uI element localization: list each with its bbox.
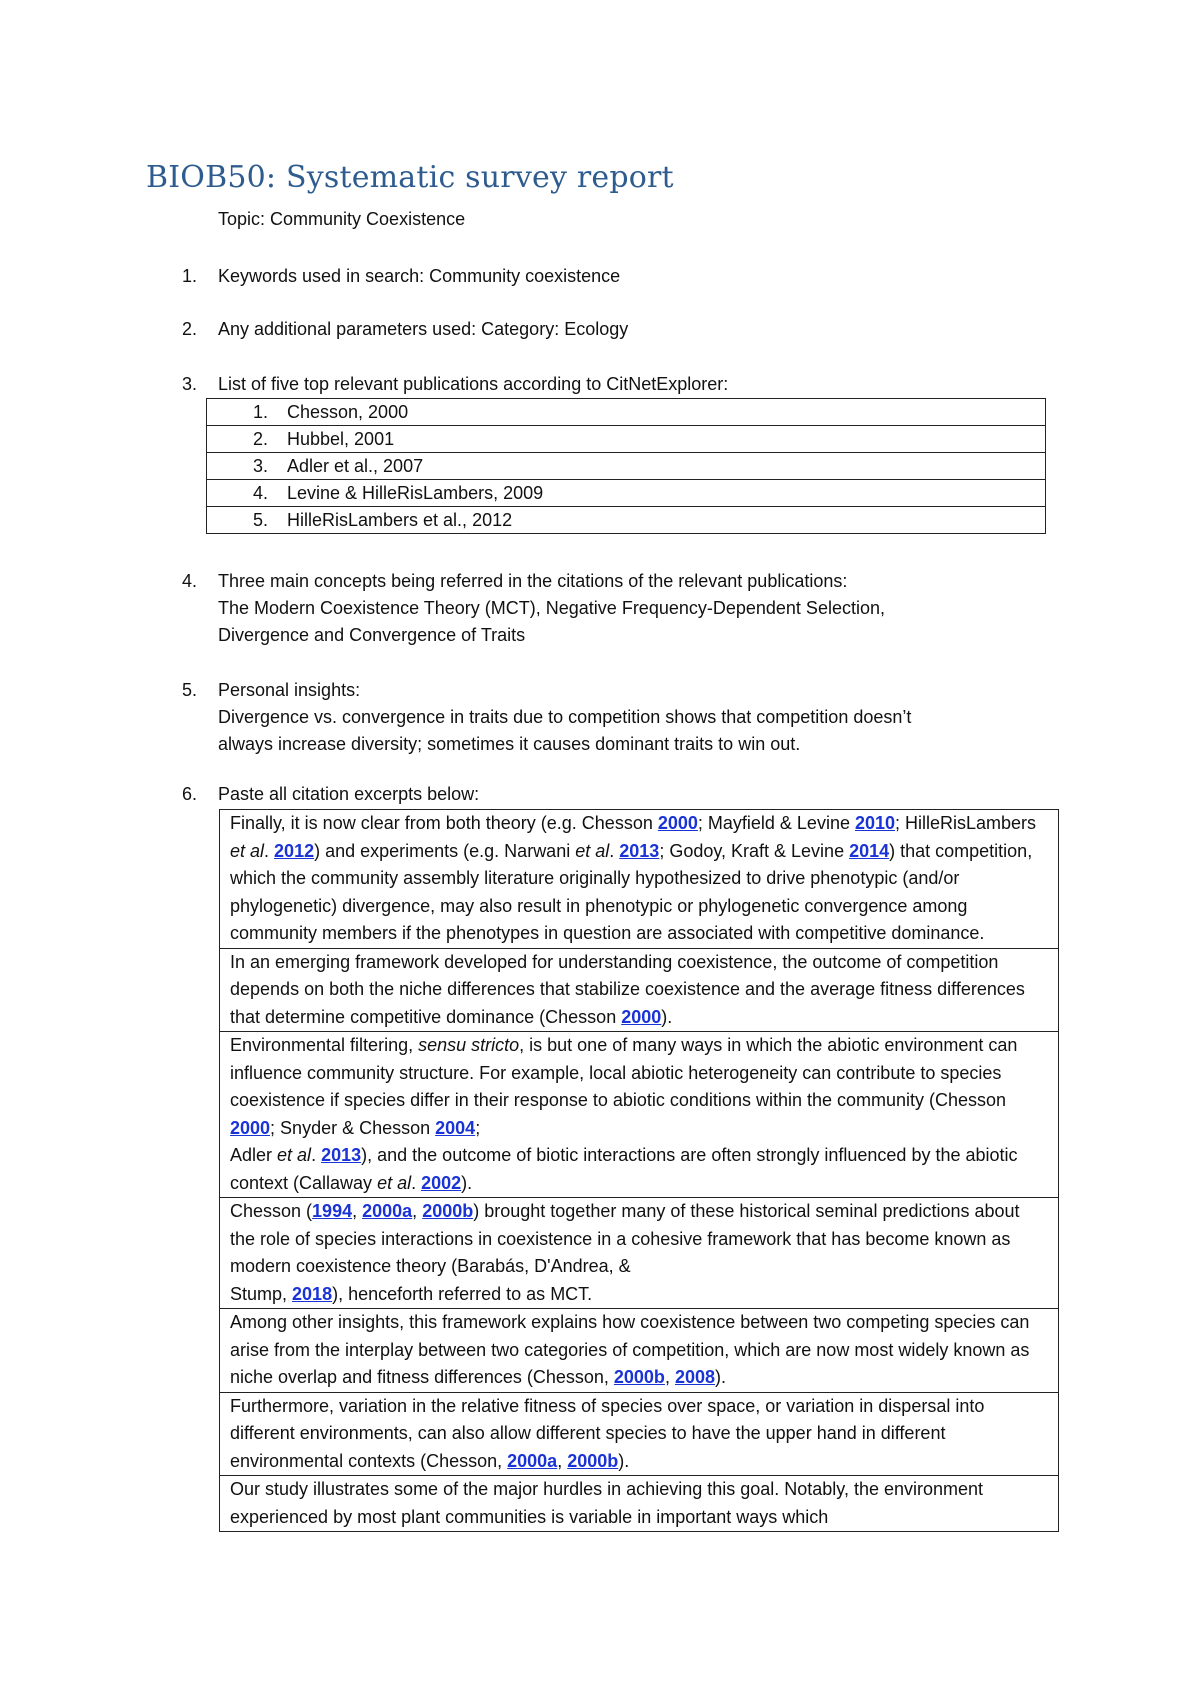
excerpt-cell: In an emerging framework developed for understanding coexistence, the outcome of competition depends on both the niche differences that stabilize coexistence and the average fitness differences that determine competitive dominance (Chesson 2000). xyxy=(220,948,1059,1032)
item-number: 4. xyxy=(182,571,198,591)
table-row xyxy=(207,453,1046,480)
excerpt-cell: Our study illustrates some of the major hurdles in achieving this goal. Notably, the environment experienced by most plant communities is variable in important ways which xyxy=(220,1476,1059,1532)
citation-link[interactable]: 2000 xyxy=(657,813,698,833)
topic-line: Topic: Community Coexistence xyxy=(218,209,466,229)
excerpt-cell: Among other insights, this framework explains how coexistence between two competing species can arise from the interplay between two categories of competition, which are now most widely known as niche overlap and fitness differences (Chesson, 2000b, 2008). xyxy=(220,1309,1059,1393)
table-row xyxy=(220,1476,1059,1532)
citation-link[interactable]: 2008 xyxy=(674,1367,715,1387)
table-row xyxy=(207,399,1046,426)
citation-link[interactable]: 2004 xyxy=(435,1117,476,1138)
table-row xyxy=(220,1309,1059,1393)
publication-number: 3. xyxy=(253,455,269,476)
item-text: Divergence vs. convergence in traits due to competition shows that competition doesn’t xyxy=(218,707,912,727)
item-text: List of five top relevant publications according to CitNetExplorer: xyxy=(218,374,729,394)
page-title: BIOB50: Systematic survey report xyxy=(146,160,674,195)
excerpt-cell: Chesson (1994, 2000a, 2000b) brought together many of these historical seminal predictions about the role of species interactions in coexistence in a cohesive framework that has become known as modern coexistence theory (Barabás, D'Andrea, & Stump, 2018), henceforth referred to as MCT. xyxy=(220,1198,1059,1309)
citation-link[interactable]: 2000b xyxy=(422,1201,474,1221)
excerpt-cell: Furthermore, variation in the relative fitness of species over space, or variation in dispersal into different environments, can also allow different species to have the upper hand in different environmental contexts (Chesson, 2000a, 2000b). xyxy=(220,1392,1059,1476)
publications-table xyxy=(206,398,1046,534)
citation-link[interactable]: 2010 xyxy=(854,813,896,833)
publication-number: 1. xyxy=(253,401,269,422)
table-row xyxy=(207,426,1046,453)
item-number: 3. xyxy=(182,374,198,394)
table-row xyxy=(220,948,1059,1032)
publication-text: Adler et al., 2007 xyxy=(287,455,424,476)
publication-text: HilleRisLambers et al., 2012 xyxy=(287,509,513,530)
item-number: 2. xyxy=(182,319,198,339)
publication-text: Hubbel, 2001 xyxy=(287,428,395,449)
item-text: Keywords used in search: Community coexistence xyxy=(218,266,621,286)
publication-text: Levine & HilleRisLambers, 2009 xyxy=(287,482,544,503)
item-text: always increase diversity; sometimes it causes dominant traits to win out. xyxy=(218,734,801,754)
excerpts-table xyxy=(219,809,1059,1532)
publication-number: 2. xyxy=(253,428,269,449)
citation-link[interactable]: 2014 xyxy=(849,840,890,861)
publication-text: Chesson, 2000 xyxy=(287,401,409,422)
item-number: 6. xyxy=(182,784,198,804)
citation-link[interactable]: 2000a xyxy=(507,1450,558,1471)
citation-link[interactable]: 2000 xyxy=(621,1006,662,1027)
item-number: 1. xyxy=(182,266,198,286)
citation-link[interactable]: 2018 xyxy=(292,1283,333,1304)
excerpt-cell: Environmental filtering, sensu stricto, is but one of many ways in which the abiotic environment can influence community structure. For example, local abiotic heterogeneity can contribute to species coexistence if species differ in their response to abiotic conditions within the community (Chesson 2000; Snyder & Chesson 2004; Adler et al. 2013), and the outcome of biotic interactions are often strongly influenced by the abiotic context (Callaway et al. 2002). xyxy=(220,1032,1059,1198)
publication-number: 5. xyxy=(253,509,269,530)
publication-number: 4. xyxy=(253,482,269,503)
citation-link[interactable]: 2012 xyxy=(274,840,315,861)
table-row xyxy=(207,507,1046,534)
citation-link[interactable]: 2002 xyxy=(421,1172,462,1193)
citation-link[interactable]: 2000 xyxy=(230,1117,271,1138)
item-text: Any additional parameters used: Category: Ecology xyxy=(218,319,629,339)
item-number: 5. xyxy=(182,680,198,700)
item-text: The Modern Coexistence Theory (MCT), Negative Frequency-Dependent Selection, xyxy=(218,598,885,618)
table-row xyxy=(220,1198,1059,1309)
citation-link[interactable]: 2000b xyxy=(613,1367,665,1387)
table-row xyxy=(220,810,1059,949)
table-row xyxy=(207,480,1046,507)
citation-link[interactable]: 2013 xyxy=(321,1145,362,1165)
citation-link[interactable]: 2000a xyxy=(362,1201,413,1221)
item-text: Divergence and Convergence of Traits xyxy=(218,625,526,645)
excerpt-cell: Finally, it is now clear from both theory (e.g. Chesson 2000; Mayfield & Levine 2010; HilleRisLambers et al. 2012) and experiments (e.g. Narwani et al. 2013; Godoy, Kraft & Levine 2014) that competition, which the community assembly literature originally hypothesized to drive phenotypic (and/or phylogenetic) divergence, may also result in phenotypic or phylogenetic convergence among community members if the phenotypes in question are associated with competitive dominance. xyxy=(220,810,1059,949)
citation-link[interactable]: 2000b xyxy=(567,1450,619,1471)
table-row xyxy=(220,1392,1059,1476)
citation-link[interactable]: 2013 xyxy=(619,840,660,861)
item-text: Three main concepts being referred in the citations of the relevant publications: xyxy=(218,571,848,591)
table-row xyxy=(220,1032,1059,1198)
item-text: Paste all citation excerpts below: xyxy=(218,784,480,804)
citation-link[interactable]: 1994 xyxy=(312,1201,353,1221)
item-text: Personal insights: xyxy=(218,680,361,700)
